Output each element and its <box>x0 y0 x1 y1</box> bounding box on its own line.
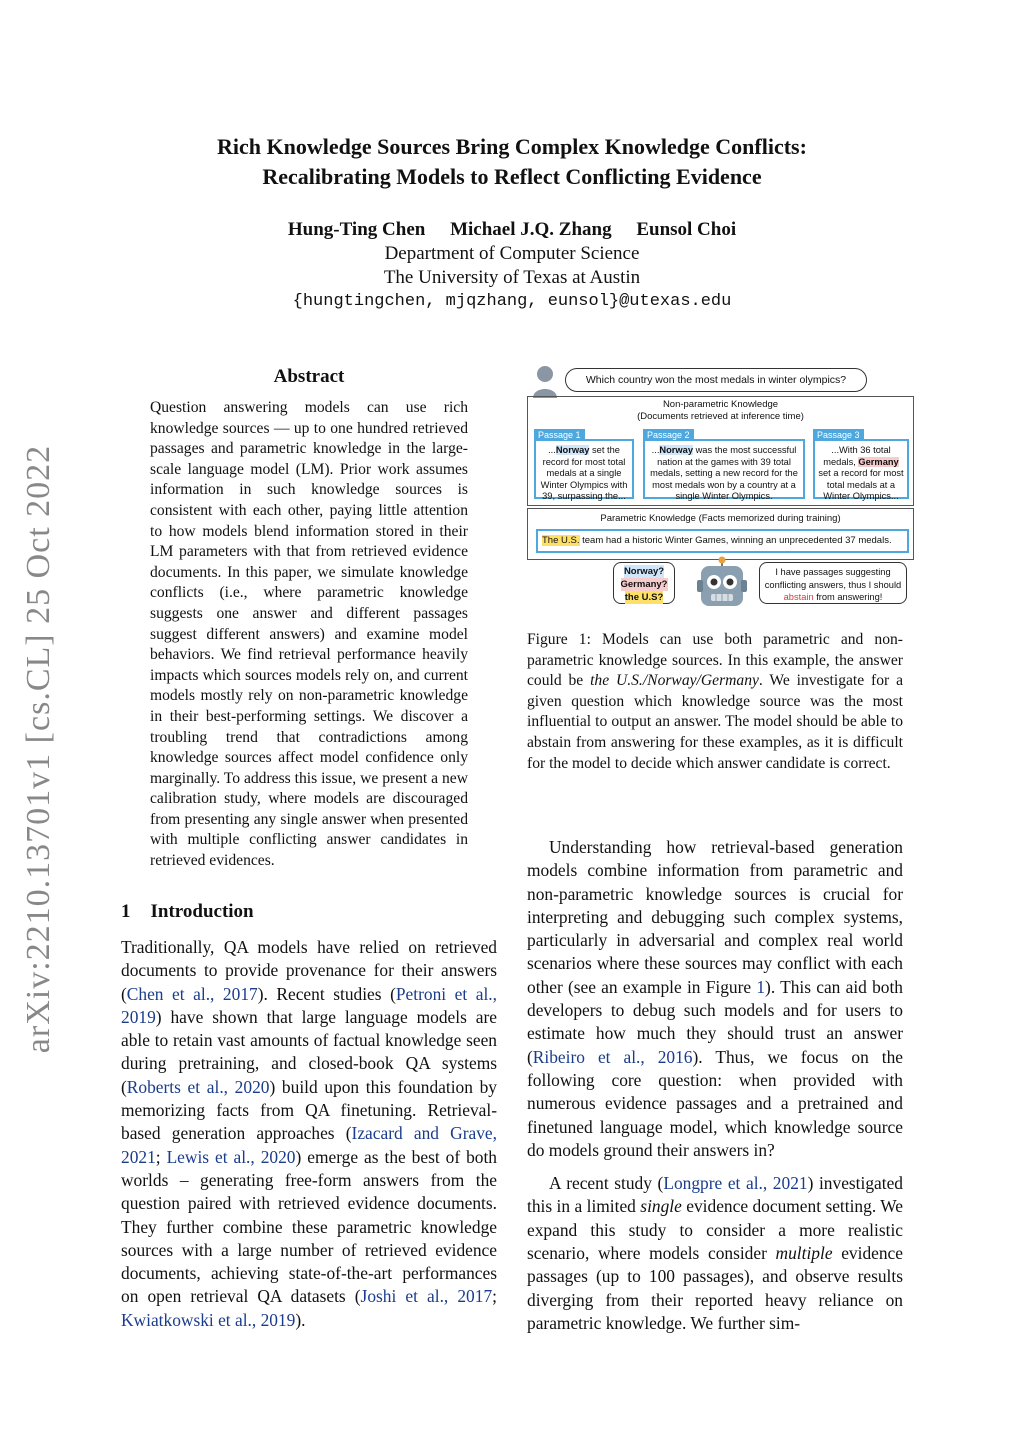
text-run: set the record for most total medals at a single Winter Olympics with 39, surpassing the... <box>540 445 628 501</box>
text-run: Traditionally, QA models have relied on retrieved documents to provide provenance for their answers ( <box>121 937 497 1004</box>
citation-link[interactable]: Roberts et al., 2020 <box>126 1076 270 1097</box>
text-run: ). This can aid both developers to debug such models and for users to estimate how much they should trust an answer ( <box>527 976 903 1067</box>
parametric-fact <box>536 529 909 553</box>
text-run: set a record for most total medals at a Winter Olympics... <box>818 468 904 501</box>
author-2: Michael J.Q. Zhang <box>450 219 612 240</box>
text-run: I have passages suggesting conflicting answers, thus I should <box>764 567 902 590</box>
robot-icon <box>695 556 749 612</box>
intro-paragraph-right <box>527 836 903 1345</box>
text-run: ... <box>651 445 660 455</box>
caption-emphasis: the U.S./Norway/Germany <box>590 672 759 690</box>
text-run: A recent study ( <box>549 1173 664 1194</box>
np-title-line-2: (Documents retrieved at inference time) <box>637 411 804 422</box>
intro-paragraph-left <box>121 936 497 1332</box>
text-run: team had a historic Winter Games, winning an unprecedented 37 medals. <box>579 535 892 546</box>
right-paragraph-1 <box>527 836 903 1162</box>
section-title: Introduction <box>150 901 254 922</box>
figure-1 <box>527 362 912 620</box>
answer-candidates-bubble <box>613 562 675 604</box>
text-run: ... <box>548 445 556 455</box>
text-run: ; <box>155 1146 167 1167</box>
parametric-box <box>527 508 914 560</box>
text-run: ...With 36 total medals, <box>823 445 891 467</box>
author-block <box>0 218 1024 314</box>
non-parametric-box <box>527 396 914 506</box>
answer-highlight: The U.S. <box>542 535 580 546</box>
affiliation-univ: The University of Texas at Austin <box>383 267 641 288</box>
text-run: ) emerge as the best of both worlds – generating free-form answers from the question paired with retrieved evidence documents. They further combine these parametric knowledge sources with a large number of retrieved evidence documents, achieving state-of-the-art performances on open retrieval QA datasets ( <box>121 1146 497 1307</box>
text-run: evidence document setting. We expand this study to consider a more realistic scenario, where models consider <box>527 1196 904 1264</box>
citation-link[interactable]: Ribeiro et al., 2016 <box>532 1046 693 1067</box>
arxiv-identifier: arXiv:2210.13701v1 [cs.CL] 25 Oct 2022 <box>20 444 57 1054</box>
answer-norway: Norway? <box>623 566 665 577</box>
abstain-bubble <box>759 562 907 604</box>
citation-link[interactable]: Longpre et al., 2021 <box>663 1173 808 1194</box>
parametric-title: Parametric Knowledge (Facts memorized during training) <box>600 513 841 524</box>
title-line-2: Recalibrating Models to Reflect Conflicting Evidence <box>262 164 762 189</box>
citation-link[interactable]: Kwiatkowski et al., 2019 <box>121 1309 296 1330</box>
citation-link[interactable]: Lewis et al., 2020 <box>166 1146 296 1167</box>
passage-3 <box>813 430 909 501</box>
answer-germany: Germany? <box>620 579 668 590</box>
text-run: . We investigate for a given question which knowledge source was the most influential to output an answer. The model should be able to abstain from answering for these examples, as it is difficult for the model to decide which answer candidate is correct. <box>527 672 903 772</box>
answer-highlight: Germany <box>858 456 899 467</box>
answer-highlight: Norway <box>659 445 693 455</box>
abstract-text: Question answering models can use rich knowledge sources — up to one hundred retrieved passages and parametric knowledge in the large-scale language model (LM). Prior work assumes information in such knowledge sources is consistent with each other, paying little attention to how models blend information stored in their LM parameters with that from retrieved evidence documents. In this paper, we simulate knowledge conflicts (i.e., where parametric knowledge suggests one answer and different passages suggest different answers) and examine model behaviors. We find retrieval performance heavily impacts which sources models rely on, and current models mostly rely on non-parametric knowledge in their best-performing settings. We discover a troubling trend that contradictions among knowledge sources affect model confidence only marginally. To address this issue, we present a new calibration study, where models are discouraged from presenting any single answer when presented with multiple conflicting answer candidates in retrieved evidences. <box>150 399 468 870</box>
figure-1-caption <box>527 630 903 774</box>
passage-2 <box>643 430 805 501</box>
text-run: from answering! <box>813 592 883 602</box>
text-run: ). <box>295 1309 306 1330</box>
question-bubble: Which country won the most medals in winter olympics? <box>565 368 867 392</box>
affiliation-dept: Department of Computer Science <box>384 243 640 264</box>
passage-label: Passage 2 <box>643 429 694 441</box>
text-run: ; <box>492 1286 497 1307</box>
text-run: Understanding how retrieval-based generation models combine information from parametric and non-parametric knowledge sources is crucial for interpreting and debugging such complex systems, particularly in adversarial and complex real world scenarios where these sources may conflict with each other (see an example in Figure <box>527 837 903 997</box>
abstract-heading: Abstract <box>273 366 345 387</box>
passage-text <box>538 445 630 503</box>
text-run: Figure 1: Models can use both parametric and non-parametric knowledge sources. In this example, the answer could be <box>527 631 903 690</box>
passage-text <box>817 445 905 503</box>
text-run: ) investigated this in a limited <box>527 1173 904 1217</box>
section-number: 1 <box>121 901 131 922</box>
text-run: ) build upon this foundation by memorizing facts from QA finetuning. Retrieval-based generation approaches ( <box>121 1076 497 1144</box>
non-parametric-title <box>528 399 913 423</box>
citation-link[interactable]: Izacard and Grave, 2021 <box>121 1123 497 1167</box>
title-line-1: Rich Knowledge Sources Bring Complex Knowledge Conflicts: <box>217 134 807 159</box>
author-3: Eunsol Choi <box>636 219 737 240</box>
text-run: ). Thus, we focus on the following core question: when provided with numerous evidence passages and a pretrained and finetuned language model, which knowledge source do models ground their answers in? <box>527 1046 903 1160</box>
person-icon <box>531 364 559 398</box>
np-title-line-1: Non-parametric Knowledge <box>662 399 779 410</box>
emphasis: multiple <box>775 1243 833 1264</box>
abstain-word: abstain <box>783 592 814 602</box>
citation-link[interactable]: Petroni et al., 2019 <box>121 983 497 1027</box>
paper-title <box>0 132 1024 192</box>
citation-link[interactable]: Chen et al., 2017 <box>126 983 258 1004</box>
author-email: {hungtingchen, mjqzhang, eunsol}@utexas.edu <box>292 292 732 311</box>
author-1: Hung-Ting Chen <box>287 219 426 240</box>
text-run: ) have shown that large language models are able to retain vast amounts of factual knowledge seen during pretraining, and closed-book QA systems ( <box>121 1006 497 1097</box>
passage-label: Passage 3 <box>813 429 864 441</box>
section-heading-introduction <box>121 901 254 923</box>
answer-highlight: Norway <box>555 445 590 455</box>
intro-paragraph-1 <box>121 936 497 1332</box>
author-names <box>0 218 1024 242</box>
text-run: ). Recent studies ( <box>257 983 396 1004</box>
passage-label: Passage 1 <box>534 429 585 441</box>
passage-text <box>647 445 801 503</box>
citation-link[interactable]: Joshi et al., 2017 <box>360 1286 493 1307</box>
answer-us: the U.S? <box>624 592 664 603</box>
figure-ref-link[interactable]: 1 <box>756 976 766 997</box>
text-run: evidence passages (up to 100 passages), and observe results diverging from their reported heavy reliance on parametric knowledge. We further sim- <box>527 1243 903 1333</box>
passage-1 <box>534 430 634 501</box>
emphasis: single <box>640 1196 682 1217</box>
text-run: was the most successful nation at the games with 39 total medals, setting a new record for the most medals won by a country at a single Winter Olympics. <box>650 445 798 501</box>
right-paragraph-2 <box>527 1172 903 1335</box>
